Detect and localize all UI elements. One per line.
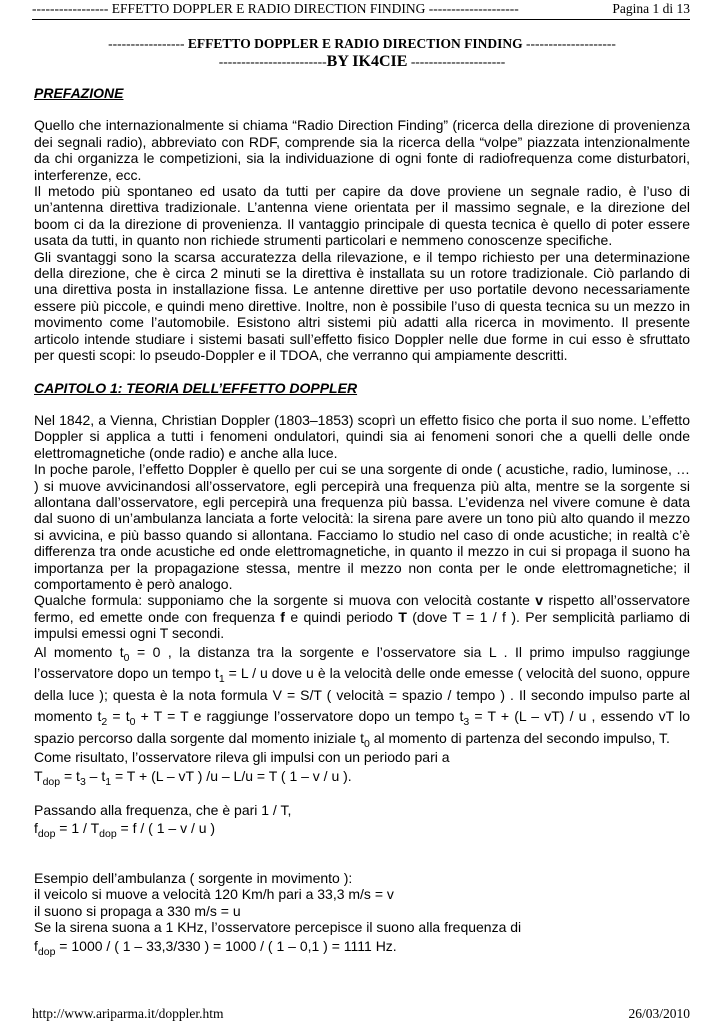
- text-run: = L / u dove u è la velocità delle onde emesse ( velocità del suono, oppure della luce ); questa è la nota formula V = S/T ( velocità = spazio / tempo ) . Il secondo impulso parte al momento t: [34, 665, 690, 725]
- subscript: 1: [218, 673, 225, 686]
- subscript: dop: [42, 775, 61, 788]
- bold-symbol: T: [398, 608, 407, 625]
- paragraph: Quello che internazionalmente si chiama “Radio Direction Finding” (ricerca della direzione di provenienza dei segnali radio), abbreviato con RDF, comprende sia la ricerca della “volpe” piazzata intenzionalmente da chi organizza le competizioni, sia la individuazione di ogni fonte di radiofrequenza come disturbatori, interferenze, ecc.: [34, 117, 690, 183]
- paragraph-formula-intro: [34, 592, 690, 641]
- formula-period: [34, 766, 690, 786]
- footer-date: 26/03/2010: [628, 1006, 690, 1021]
- formula-frequency: [34, 818, 690, 838]
- subscript: 3: [463, 716, 470, 729]
- author-line: [34, 53, 690, 70]
- paragraph: Passando alla frequenza, che è pari 1 / T,: [34, 801, 292, 818]
- running-title: ----------------- EFFETTO DOPPLER E RADIO DIRECTION FINDING --------------------: [32, 1, 519, 16]
- section-heading-prefazione: PREFAZIONE: [34, 85, 124, 101]
- text-run: e quindi periodo: [284, 608, 399, 625]
- subscript: 3: [79, 775, 86, 788]
- text-run: – t: [85, 767, 106, 784]
- bold-symbol: v: [535, 592, 544, 609]
- text-run: (dove T = 1 / f ). Per semplicità parliamo di impulsi emessi ogni T secondi.: [34, 608, 690, 642]
- subscript: 2: [101, 716, 108, 729]
- paragraph-timing: [34, 642, 690, 750]
- subscript: 0: [129, 716, 136, 729]
- formula-example: [34, 936, 690, 956]
- text-run: = t: [107, 708, 130, 725]
- text-run: = T + (L – vT ) /u – L/u = T ( 1 – v / u ).: [111, 767, 352, 784]
- text-run: f: [34, 937, 38, 954]
- subscript: 0: [363, 737, 370, 750]
- subscript: 1: [105, 775, 112, 788]
- subscript: dop: [37, 945, 56, 958]
- paragraph: Nel 1842, a Vienna, Christian Doppler (1803–1853) scoprì un effetto fisico che porta il suo nome. L’effetto Doppler si applica a tutti i fenomeni ondulatori, quindi sia ai fenomeni sonori che a quelli delle onde elettromagnetiche (onde radio) e anche alla luce.: [34, 411, 690, 461]
- example-intro: Esempio dell’ambulanza ( sorgente in movimento ):: [34, 869, 353, 886]
- subscript: 0: [123, 651, 130, 664]
- example-line: il suono si propaga a 330 m/s = u: [34, 902, 241, 919]
- text-run: = T + (L – vT) / u , essendo vT lo spazio percorso dalla sorgente dal momento iniziale t: [34, 708, 690, 746]
- example-line: Se la sirena suona a 1 KHz, l’osservatore percepisce il suono alla frequenza di: [34, 919, 522, 936]
- text-run: = t: [60, 767, 80, 784]
- text-run: Qualche formula: supponiamo che la sorgente si muova con velocità costante: [34, 592, 536, 609]
- text-run: = f / ( 1 – v / u ): [116, 819, 216, 836]
- page-header: [32, 0, 690, 20]
- subscript: dop: [37, 827, 56, 840]
- text-run: = 1 / T: [55, 819, 100, 836]
- footer-url: http://www.ariparma.it/doppler.htm: [32, 1006, 224, 1021]
- text-run: al momento di partenza del secondo impulso, T.: [369, 729, 670, 746]
- section-heading-capitolo-1: CAPITOLO 1: TEORIA DELL’EFFETTO DOPPLER: [34, 379, 358, 396]
- example-line: il veicolo si muove a velocità 120 Km/h pari a 33,3 m/s = v: [34, 886, 394, 903]
- title-main: EFFETTO DOPPLER E RADIO DIRECTION FINDING: [187, 36, 523, 51]
- title-dashes-right: --------------------: [522, 36, 616, 51]
- title-dashes-left: -----------------: [108, 36, 188, 51]
- document-title: [34, 36, 690, 52]
- subscript: dop: [99, 827, 117, 840]
- page-number: Pagina 1 di 13: [612, 1, 690, 16]
- paragraph: Gli svantaggi sono la scarsa accuratezza della rilevazione, e il tempo richiesto per una determinazione della direzione, che è circa 2 minuti se la direttiva è installata su un rotore tradizionale. Ciò parlando di una direttiva posta in installazione fissa. Le antenne direttive per uso portatile devono necessariamente essere più piccole, e quindi meno direttive. Inoltre, non è possibile l’uso di questa tecnica su un mezzo in movimento come l’automobile. Esistono altri sistemi più adatti alla ricerca in movimento. Il presente articolo intende studiare i sistemi basati sull’effetto fisico Doppler nelle due forme in cui esso è sfruttato per questi scopi: lo pseudo-Doppler e il TDOA, che verranno qui ampiamente descritti.: [34, 248, 690, 364]
- paragraph: In poche parole, l’effetto Doppler è quello per cui se una sorgente di onde ( acustiche, radio, luminose, … ) si muove avvicinandosi all’osservatore, egli percepirà una frequenza più alta, mentre se la sorgente si allontana dall’osservatore, egli percepirà una frequenza più bassa. L’evidenza nel vivere comune è data dal suono di un’ambulanza lanciata a forte velocità: la sirena pare avere un tono più alto quando il mezzo si avvicina, e più basso quando si allontana. Facciamo lo studio nel caso di onde acustiche; in realtà c’è differenza tra onde acustiche ed onde elettromagnetiche, in quanto il mezzo in cui si propaga il suono ha importanza per la propagazione stessa, mentre il mezzo non conta per le onde elettromagnetiche; il comportamento è però analogo.: [34, 461, 690, 592]
- document-body: [34, 36, 690, 956]
- author-dashes-left: ------------------------: [218, 54, 327, 69]
- text-run: + T = T e raggiunge l’osservatore dopo un tempo t: [135, 708, 464, 725]
- bold-symbol: f: [280, 608, 285, 625]
- paragraph: Il metodo più spontaneo ed usato da tutti per capire da dove proviene un segnale radio, è l’uso di un’antenna direttiva tradizionale. L’antenna viene orientata per il massimo segnale, e la direzione del boom ci da la direzione di provenienza. Il vantaggio principale di questa tecnica è quello di poter essere usata da tutti, in quanto non richiede strumenti particolari e nemmeno conoscenze specifiche.: [34, 183, 690, 249]
- text-run: T: [34, 767, 43, 784]
- text-run: = 0 , la distanza tra la sorgente e l’osservatore sia L . Il primo impulso raggiunge l’osservatore dopo un tempo t: [34, 643, 690, 682]
- text-run: rispetto all’osservatore fermo, ed emette onde con frequenza: [34, 592, 691, 625]
- paragraph: Come risultato, l’osservatore rileva gli impulsi con un periodo pari a: [34, 749, 450, 766]
- text-run: Al momento t: [34, 643, 124, 660]
- text-run: f: [34, 819, 38, 836]
- header-rule: [32, 19, 690, 20]
- author-name: BY IK4CIE: [326, 53, 408, 70]
- text-run: = 1000 / ( 1 – 33,3/330 ) = 1000 / ( 1 – 0,1 ) = 1111 Hz.: [55, 937, 397, 954]
- author-dashes-right: ---------------------: [407, 54, 506, 69]
